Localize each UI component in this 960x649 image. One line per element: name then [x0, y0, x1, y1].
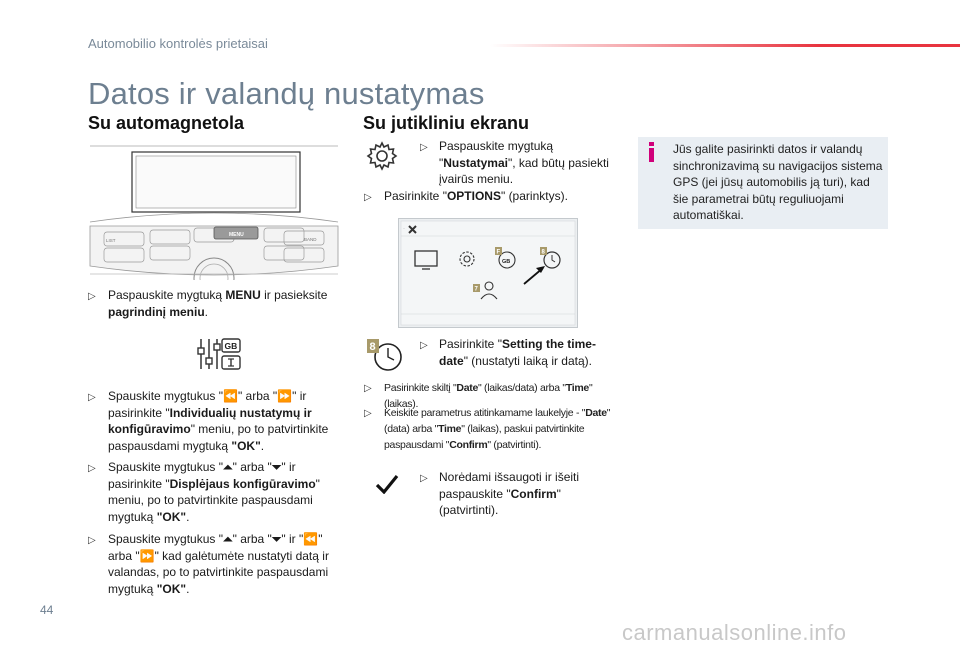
right-step-1: ▷ Paspauskite mygtuką "Nustatymai", kad būtų pasiekti įvairūs meniu.	[420, 139, 609, 186]
svg-text:GB: GB	[224, 341, 238, 351]
svg-text:F: F	[496, 249, 501, 256]
left-heading: Su automagnetola	[88, 113, 245, 133]
right-step-5: ▷ Keiskite parametrus atitinkamame laukelyje - "Date" (data) arba "Time" (laikas), paskui patvirtinkite paspausdami "Confirm" (patvirtinti).	[364, 407, 611, 451]
bullet-icon: ▷	[364, 192, 372, 203]
info-icon	[646, 142, 658, 162]
page-title: Datos ir valandų nustatymas	[88, 76, 485, 111]
info-text: Jūs galite pasirinkti datos ir valandų sinchronizavimą su navigacijos sistema GPS (jei jūsų automobilis ją turi), kad šie parametrai būtų reguliuojami automatiškai.	[673, 142, 883, 222]
gear-icon	[366, 140, 398, 172]
bullet-icon: ▷	[88, 392, 96, 403]
bullet-icon: ▷	[364, 408, 372, 419]
left-step-2: ▷ Spauskite mygtukus "⏪" arba "⏩" ir pasirinkite "Individualių nustatymų ir konfigūravimo" meniu, po to patvirtinkite paspausdami mygtuką "OK".	[88, 389, 329, 453]
watermark: carmanualsonline.info	[622, 620, 847, 645]
bullet-icon: ▷	[420, 142, 428, 153]
clock-icon	[366, 338, 406, 372]
right-step-4: ▷ Pasirinkite skiltį "Date" (laikas/data) arba "Time" (laikas).	[364, 382, 593, 410]
right-heading: Su jutikliniu ekranu	[363, 113, 530, 133]
right-step-3: ▷ Pasirinkite "Setting the time-date" (nustatyti laiką ir datą).	[420, 337, 596, 368]
svg-text:7: 7	[474, 286, 478, 293]
bullet-icon: ▷	[420, 340, 428, 351]
bullet-icon: ▷	[420, 473, 428, 484]
section-header: Automobilio kontrolės prietaisai	[88, 36, 268, 51]
left-step-3: ▷ Spauskite mygtukus "⏶" arba "⏷" ir pasirinkite "Displėjaus konfigūravimo" meniu, po to patvirtinkite paspausdami mygtuką "OK".	[88, 460, 320, 524]
left-step-1: ▷ Paspauskite mygtuką MENU ir pasieksite pagrindinį meniu.	[88, 288, 328, 319]
page-number: 44	[40, 603, 54, 617]
header-accent-line	[490, 44, 960, 47]
radio-label-list: LIST	[106, 238, 116, 243]
left-step-4: ▷ Spauskite mygtukus "⏶" arba "⏷" ir "⏪" arba "⏩" kad galėtumėte nustatyti datą ir valandas, po to patvirtinkite paspausdami mygtuką "OK".	[88, 532, 329, 596]
checkmark-icon	[375, 474, 399, 494]
svg-text:GB: GB	[502, 259, 511, 265]
settings-sliders-icon	[196, 335, 242, 373]
svg-text:·: ·	[403, 226, 405, 232]
right-step-2: ▷ Pasirinkite "OPTIONS" (parinktys).	[364, 189, 568, 203]
touchscreen-illustration	[398, 218, 578, 328]
radio-label-menu: MENU	[229, 232, 244, 238]
radio-illustration	[86, 138, 342, 280]
svg-text:8: 8	[541, 249, 545, 256]
radio-label-band: BAND	[304, 237, 317, 242]
right-step-6: ▷ Norėdami išsaugoti ir išeiti paspauskite "Confirm" (patvirtinti).	[420, 470, 580, 517]
bullet-icon: ▷	[364, 383, 372, 394]
bullet-icon: ▷	[88, 535, 96, 546]
svg-text:8: 8	[369, 341, 376, 353]
bullet-icon: ▷	[88, 291, 96, 302]
bullet-icon: ▷	[88, 463, 96, 474]
